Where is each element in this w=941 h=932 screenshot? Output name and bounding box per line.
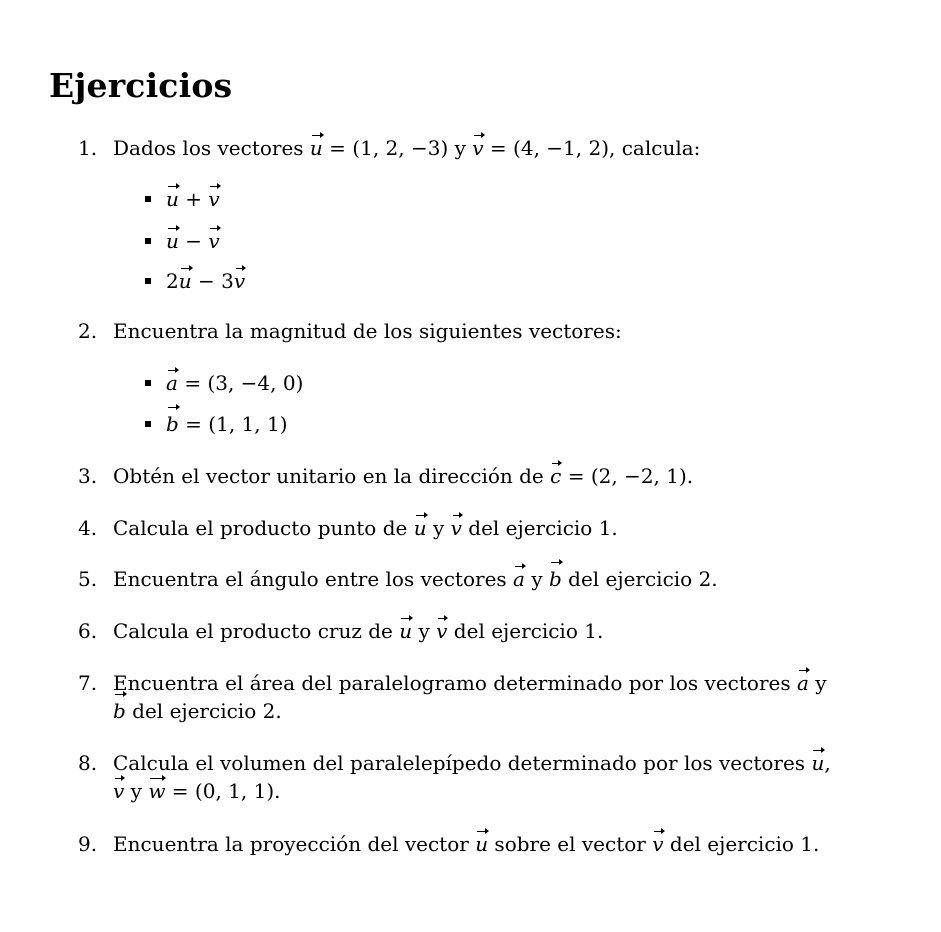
exercise-text: Calcula el producto cruz de u y v del ejercicio 1. <box>113 619 604 643</box>
exercise-number: 3. <box>78 464 98 488</box>
exercise-number: 9. <box>78 832 98 856</box>
exercise-number: 6. <box>78 619 98 643</box>
exercise-text: Encuentra el ángulo entre los vectores a y b del ejercicio 2. <box>113 567 718 591</box>
exercise-number: 2. <box>78 319 98 343</box>
bullet-icon <box>145 196 151 202</box>
bullet-icon <box>145 238 151 244</box>
exercise-text: Dados los vectores u = (1, 2, −3) y v = (4, −1, 2), calcula: <box>113 136 701 160</box>
exercise-8 <box>0 749 941 809</box>
bullet-icon <box>145 380 151 386</box>
exercise-number: 8. <box>78 751 98 775</box>
exercise-text: Obtén el vector unitario en la dirección de c = (2, −2, 1). <box>113 464 694 488</box>
exercise-text-cont: b del ejercicio 2. <box>113 699 282 723</box>
exercise-7 <box>0 669 941 729</box>
exercise-text: Encuentra el área del paralelogramo determinado por los vectores a y <box>113 671 827 695</box>
exercise-text: Calcula el producto punto de u y v del ejercicio 1. <box>113 516 618 540</box>
section-heading: Ejercicios <box>49 66 233 105</box>
bullet-icon <box>145 421 151 427</box>
document-page: Ejercicios 1. Dados los vectores u = (1, 2, −3) y v = (4, −1, 2), calcula: u + v u − v 2u − 3v 2. Encuentra la magnitud de los siguientes vectores: a = (3, −4, 0) b = (1, 1, 1) 3. Obtén el vector unitario en la dirección de c = (2, −2, 1). 4. Calcula el producto punto de u y v del ejercicio 1. 5. Encuentra el ángulo entre los vectores a y b del ejercicio 2. 6. Calcula el producto cruz de u y v del ejercicio 1. 7. Encuentra el área del paralelogramo determinado por los vectores a y b del ejercicio 2. 8. Calcula el volumen del paralelepípedo determinado por los vectores u, v y w = (0, 1, 1). 9. Encuentra la proyección del vector u sobre el vector v del ejercicio 1. <box>0 0 941 932</box>
exercise-number: 4. <box>78 516 98 540</box>
exercise-number: 7. <box>78 671 98 695</box>
vector-v: v <box>472 136 484 160</box>
exercise-number: 5. <box>78 567 98 591</box>
bullet-icon <box>145 278 151 284</box>
exercise-text: Encuentra la proyección del vector u sobre el vector v del ejercicio 1. <box>113 832 820 856</box>
vector-u: u <box>309 136 323 160</box>
exercise-number: 1. <box>78 136 98 160</box>
exercise-text: Encuentra la magnitud de los siguientes vectores: <box>113 319 622 343</box>
exercise-text: Calcula el volumen del paralelepípedo determinado por los vectores u, <box>113 751 831 775</box>
exercise-text-cont: v y w = (0, 1, 1). <box>113 779 281 803</box>
